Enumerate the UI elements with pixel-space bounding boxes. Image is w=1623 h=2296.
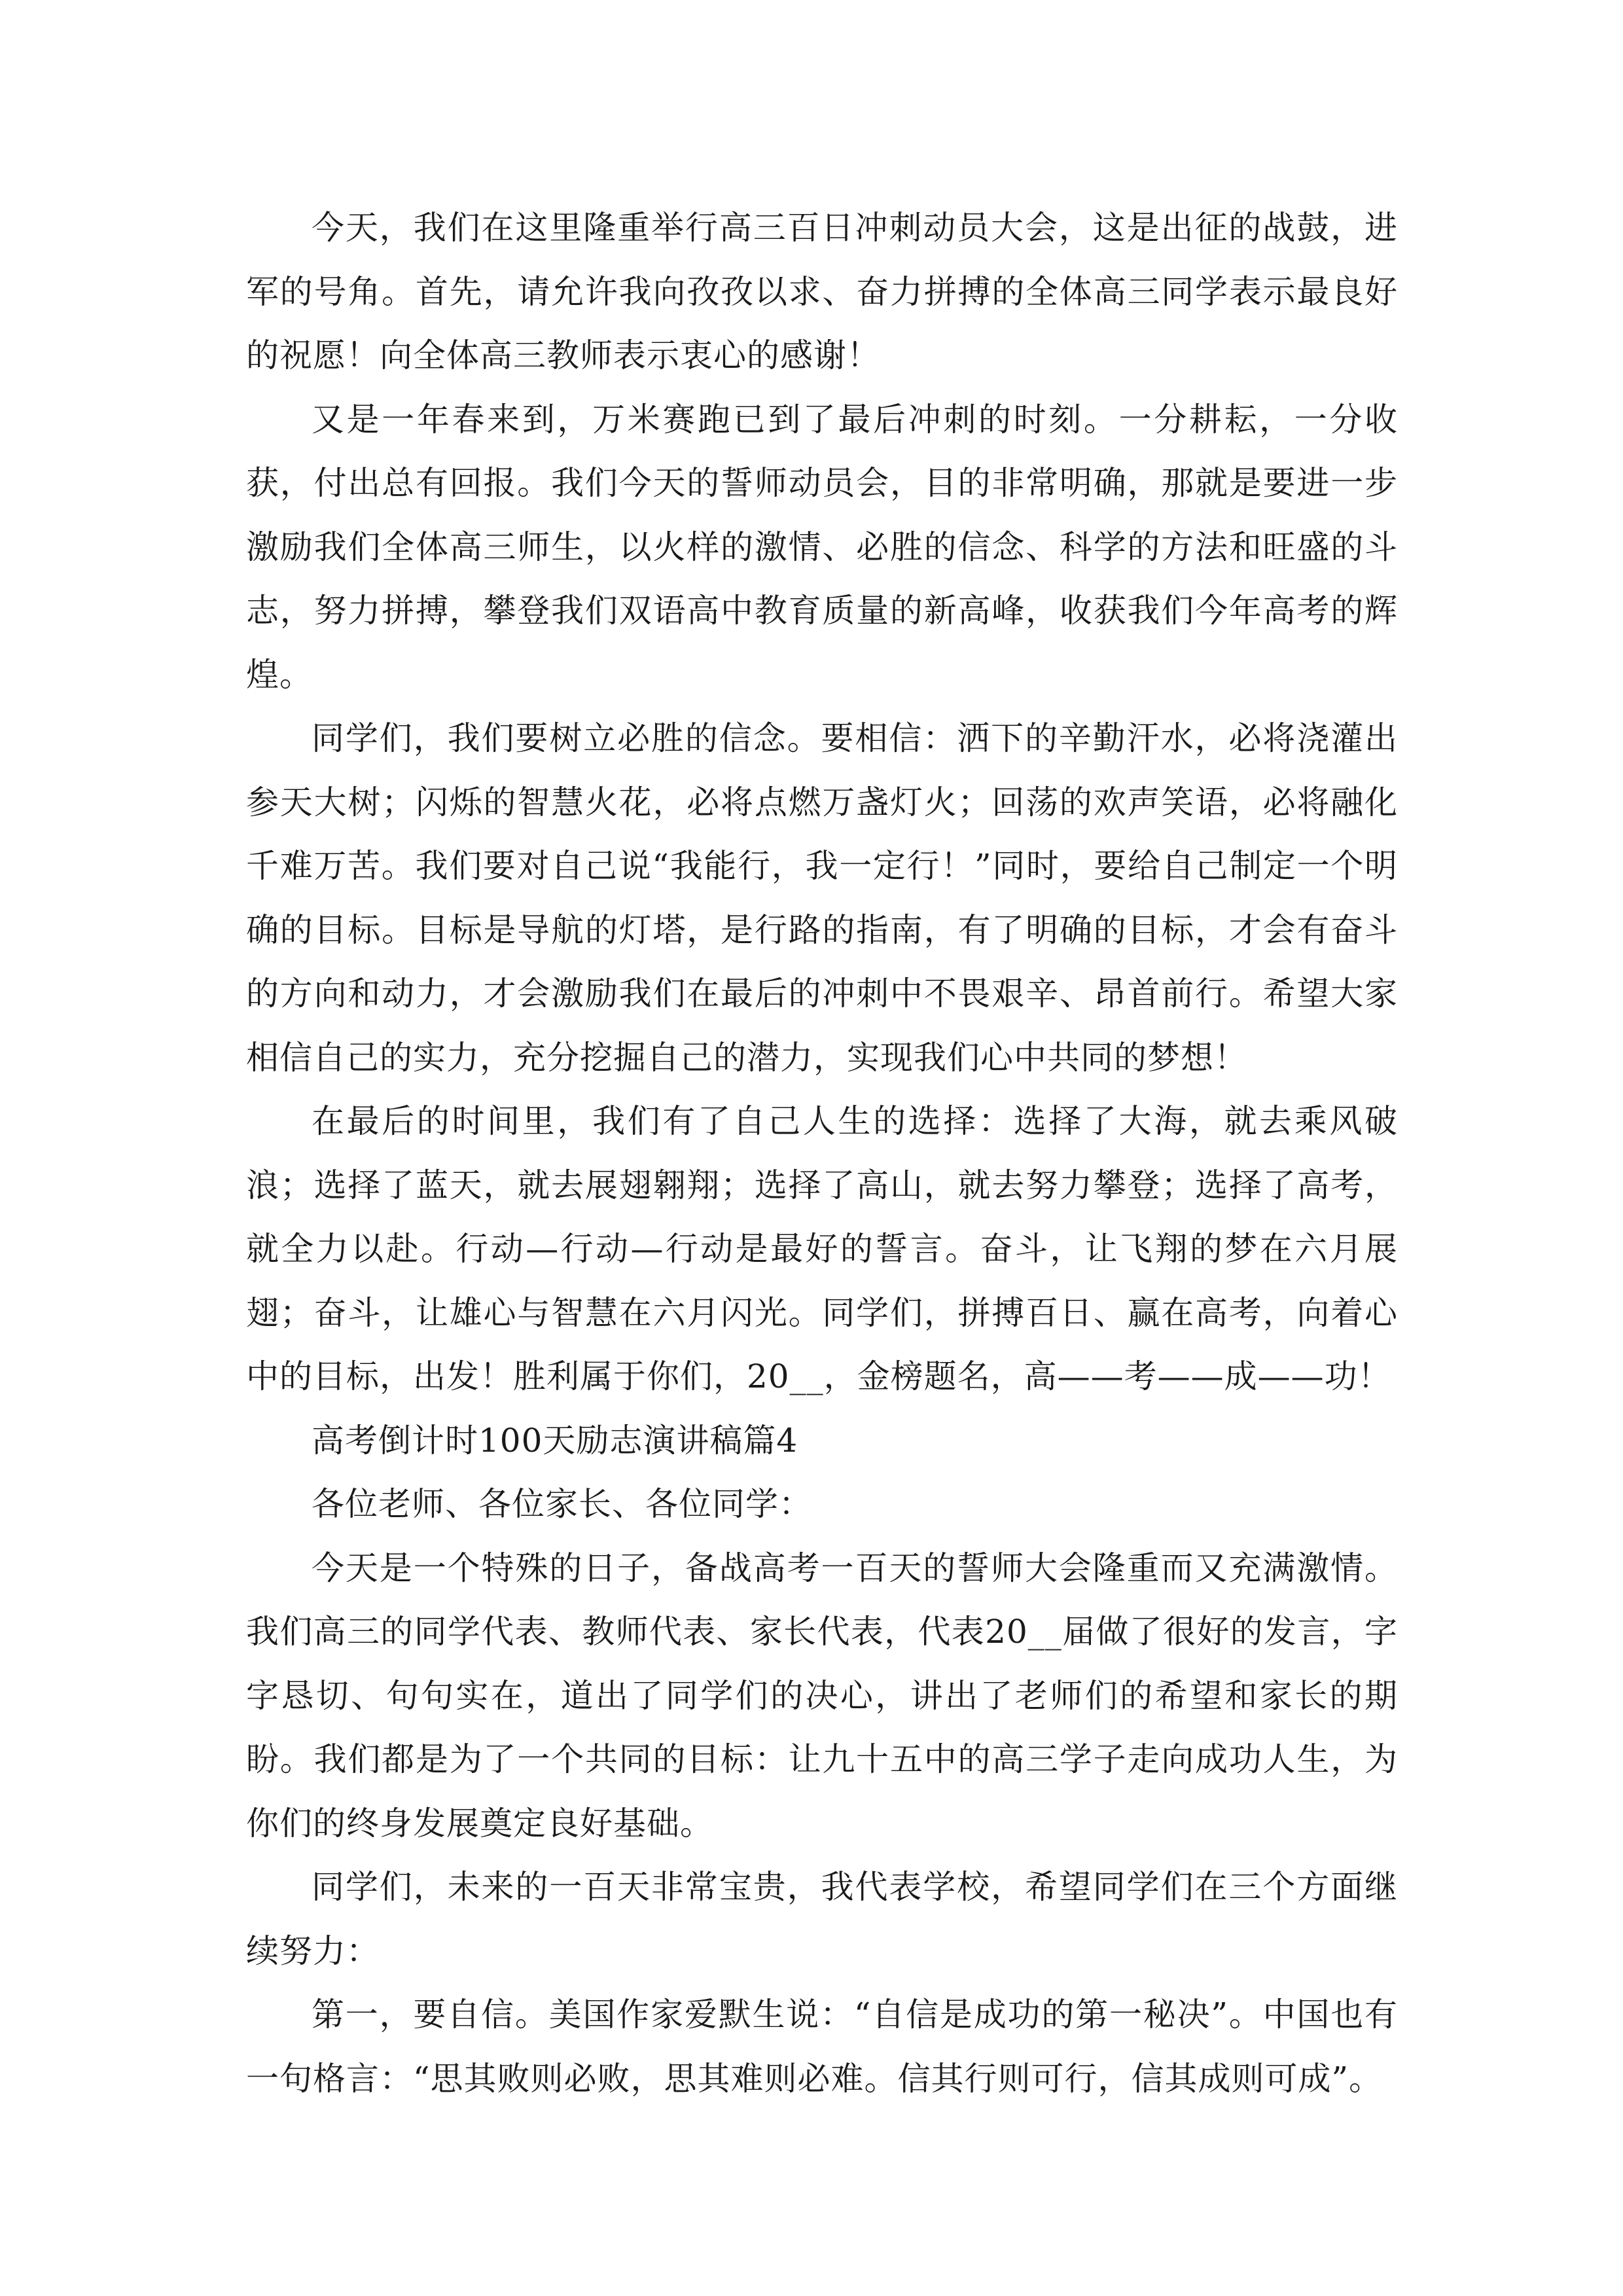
- paragraph-confidence-belief: 同学们，我们要树立必胜的信念。要相信：洒下的辛勤汗水，必将浇灌出参天大树；闪烁的智慧火花，必将点燃万盏灯火；回荡的欢声笑语，必将融化千难万苦。我们要对自己说“我能行，我一定行！”同时，要给自己制定一个明确的目标。目标是导航的灯塔，是行路的指南，有了明确的目标，才会有奋斗的方向和动力，才会激励我们在最后的冲刺中不畏艰辛、昂首前行。希望大家相信自己的实力，充分挖掘自己的潜力，实现我们心中共同的梦想！: [246, 719, 1398, 1077]
- paragraph-first-confidence: 第一，要自信。美国作家爱默生说：“自信是成功的第一秘决”。中国也有一句格言：“思其败则必败，思其难则必难。信其行则可行，信其成则可成”。: [246, 1996, 1398, 2098]
- section-title: 高考倒计时100天励志演讲稿篇4: [312, 1421, 798, 1460]
- paragraph-final-choice: 在最后的时间里，我们有了自己人生的选择：选择了大海，就去乘风破浪；选择了蓝天，就去展翅翱翔；选择了高山，就去努力攀登；选择了高考，就全力以赴。行动—行动—行动是最好的誓言。奋斗，让飞翔的梦在六月展翅；奋斗，让雄心与智慧在六月闪光。同学们，拼搏百日、赢在高考，向着心中的目标，出发！胜利属于你们，20__，金榜题名，高——考——成——功！: [246, 1102, 1398, 1395]
- paragraph-opening: 今天，我们在这里隆重举行高三百日冲刺动员大会，这是出征的战鼓，进军的号角。首先，请允许我向孜孜以求、奋力拼搏的全体高三同学表示最良好的祝愿！向全体高三教师表示衷心的感谢！: [246, 209, 1398, 374]
- paragraph-three-aspects: 同学们，未来的一百天非常宝贵，我代表学校，希望同学们在三个方面继续努力：: [246, 1868, 1398, 1970]
- paragraph-spring-sprint: 又是一年春来到，万米赛跑已到了最后冲刺的时刻。一分耕耘，一分收获，付出总有回报。我们今天的誓师动员会，目的非常明确，那就是要进一步激励我们全体高三师生，以火样的激情、必胜的信念、科学的方法和旺盛的斗志，努力拼搏，攀登我们双语高中教育质量的新高峰，收获我们今年高考的辉煌。: [246, 400, 1398, 694]
- document-body: [246, 196, 1398, 2111]
- paragraph-special-day: 今天是一个特殊的日子，备战高考一百天的誓师大会隆重而又充满激情。我们高三的同学代表、教师代表、家长代表，代表20__届做了很好的发言，字字恳切、句句实在，道出了同学们的决心，讲出了老师们的希望和家长的期盼。我们都是为了一个共同的目标：让九十五中的高三学子走向成功人生，为你们的终身发展奠定良好基础。: [246, 1549, 1398, 1842]
- greeting-line: 各位老师、各位家长、各位同学：: [312, 1485, 812, 1523]
